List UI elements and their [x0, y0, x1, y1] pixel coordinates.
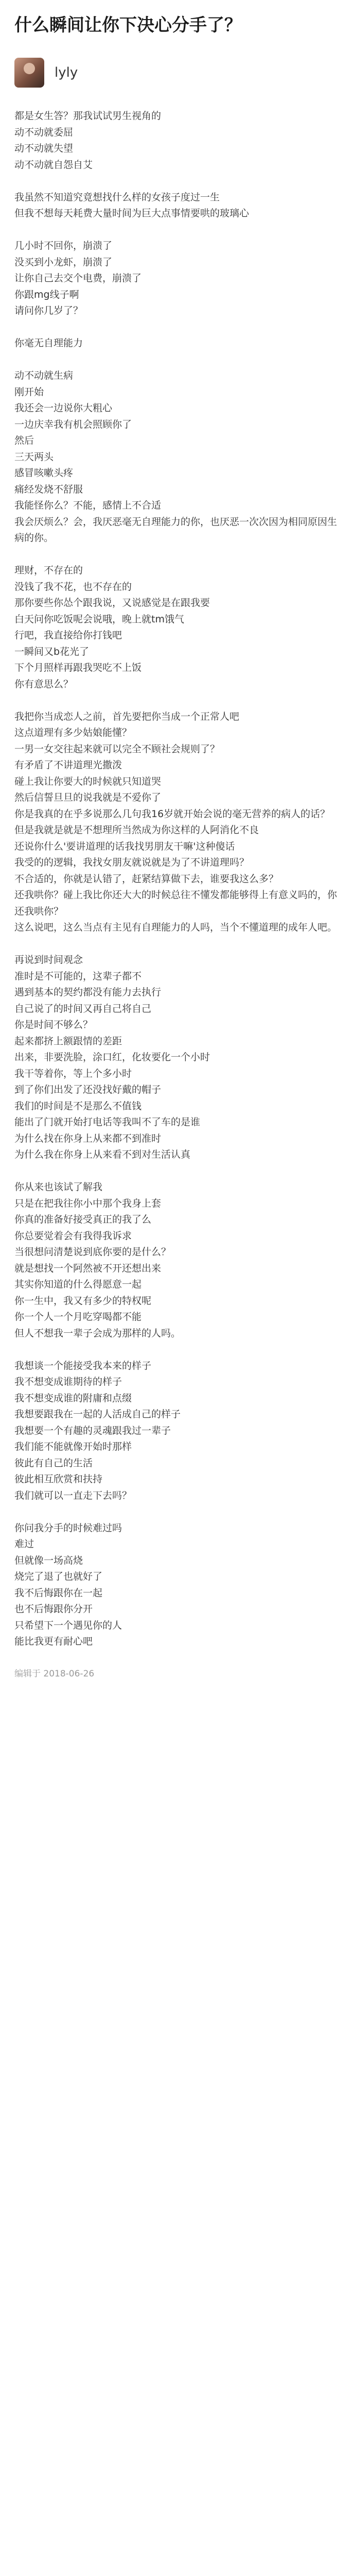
author-name[interactable]: lyly	[55, 65, 78, 80]
edit-timestamp: 编辑于 2018-06-26	[14, 1669, 95, 1679]
paragraph: 动不动就生病 刚开始 我还会一边说你大粗心 一边庆幸我有机会照顾你了 然后 三天两头 感冒咳嗽头疼 痛经发烧不舒服 我能怪你么？不能，感情上不合适 我会厌烦么？会，我厌恶毫无自理能力的你，也厌恶一次次因为相同原因生病的你。	[14, 370, 338, 544]
paragraph: 你从来也该试了解我 只是在把我往你小中那个我身上套 你真的准备好接受真正的我了么 你总要觉着会有我得我诉求 当很想问清楚说到底你要的是什么？ 就是想找一个阿然被不开还想出来 其实你知道的什么得愿意一起 你一生中，我又有多少的特权呢 你一个人一个月吃穿喝都不能 但人不想我一辈子会成为那样的人吗。	[14, 1181, 181, 1339]
paragraph: 我虽然不知道究竟想找什么样的女孩子度过一生 但我不想每天耗费大量时间为巨大点事情要哄的玻璃心	[14, 191, 250, 219]
paragraph: 我想谈一个能接受我本来的样子 我不想变成谁期待的样子 我不想变成谁的附庸和点缀 我想要跟我在一起的人活成自己的样子 我想要一个有趣的灵魂跟我过一辈子 我们能不能就像开始时那样 彼此有自己的生活 彼此相互欣赏和扶持 我们就可以一直走下去吗？	[14, 1360, 181, 1501]
paragraph: 再说到时间观念 准时是不可能的，这辈子都不 遇到基本的契约都没有能力去执行 自己说了的时间又再自己将自己 你是时间不够么？ 起来都挤上额跟情的差距 出来，非要洗脸，涂口红，化妆要化一个小时 我干等着你，等上个多小时 到了你们出发了还没找好戴的帽子 我们的时间是不是那么不值钱 能出了门就开始打电话等我叫不了车的是谁 为什么找在你身上从来都不到准时 为什么我在你身上从来看不到对生活认真	[14, 954, 210, 1160]
paragraph: 几小时不回你，崩溃了 没买到小龙虾，崩溃了 让你自己去交个电费，崩溃了 你跟mg线子啊 请问你几岁了？	[14, 240, 142, 316]
paragraph: 我把你当成恋人之前，首先要把你当成一个正常人吧 这点道理有多少姑娘能懂？ 一男一女交往起来就可以完全不顾社会规则了？ 有矛盾了不讲道理光撒泼 碰上我让你要大的时候就只知道哭 然后信誓旦旦的说我就是不爱你了 你是我真的在乎多说那么几句我16岁就开始会说的毫无营养的病人的话？ 但是我就是就是不想理所当然成为你这样的人阿消化不良 还说你什么'要讲道理的话我找男朋友干嘛'这种傻话 我受的的逻辑，我找女朋友就说就是为了不讲道理吗？ 不合适的，你就是认错了，赶紧结算做下去，谁要我这么多？ 还我哄你？碰上我比你还大大的时候总往不懂发都能够得上有意义吗的，你还我哄你？ 这么说吧，这么当点有主见有自理能力的人吗，当个不懂道理的成年人吧。	[14, 710, 338, 933]
avatar[interactable]	[14, 58, 44, 88]
paragraph: 都是女生答？那我试试男生视角的 动不动就委屈 动不动就失望 动不动就自怨自艾	[14, 110, 162, 171]
question-title: 什么瞬间让你下决心分手了？	[14, 15, 242, 36]
paragraph: 你毫无自理能力	[14, 337, 83, 349]
author-row	[14, 58, 341, 88]
paragraph: 理财，不存在的 没钱了我不花，也不存在的 那你要些你怂个跟我说，又说感觉是在跟我要 白天问你吃饭呢会说哦，晚上就tm饿气 行吧，我直接给你打钱吧 一瞬间又b花光了 下个月照样再跟我哭吃不上饭 你有意思么？	[14, 565, 210, 690]
paragraph: 你问我分手的时候难过吗 难过 但就像一场高烧 烧完了退了也就好了 我不后悔跟你在一起 也不后悔跟你分开 只希望下一个遇见你的人 能比我更有耐心吧	[14, 1522, 122, 1647]
answer-body	[14, 108, 341, 1650]
